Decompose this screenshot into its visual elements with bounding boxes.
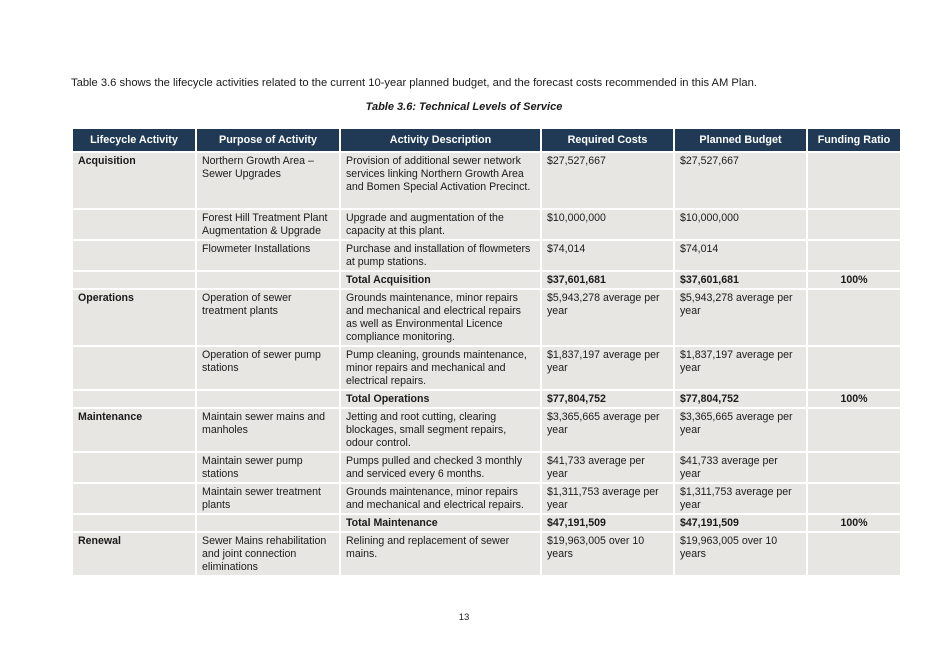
total-label-cell: Total Maintenance: [340, 514, 541, 532]
total-label-cell: Total Operations: [340, 390, 541, 408]
table-caption: Table 3.6: Technical Levels of Service: [365, 101, 563, 113]
purpose-cell: [196, 514, 340, 532]
lifecycle-cell: Acquisition: [72, 152, 196, 209]
header-lifecycle-activity: Lifecycle Activity: [72, 128, 196, 152]
total-required-cost-cell: $77,804,752: [541, 390, 674, 408]
lifecycle-cell: Renewal: [72, 532, 196, 576]
table-row: [72, 240, 901, 271]
description-cell: Grounds maintenance, minor repairs and mechanical and electrical repairs as well as Environmental Licence compliance monitoring.: [340, 289, 541, 346]
total-planned-budget-cell: $47,191,509: [674, 514, 807, 532]
header-planned-budget: Planned Budget: [674, 128, 807, 152]
planned-budget-cell: $41,733 average per year: [674, 452, 807, 483]
purpose-cell: [196, 390, 340, 408]
table-row-total: [72, 514, 901, 532]
purpose-cell: [196, 271, 340, 289]
table-row: [72, 209, 901, 240]
lifecycle-cell: [72, 483, 196, 514]
required-cost-cell: $10,000,000: [541, 209, 674, 240]
total-required-cost-cell: $47,191,509: [541, 514, 674, 532]
funding-ratio-cell: [807, 532, 901, 576]
purpose-cell: Northern Growth Area – Sewer Upgrades: [196, 152, 340, 209]
table-row-total: [72, 271, 901, 289]
description-cell: Relining and replacement of sewer mains.: [340, 532, 541, 576]
purpose-cell: Flowmeter Installations: [196, 240, 340, 271]
purpose-cell: Sewer Mains rehabilitation and joint connection eliminations: [196, 532, 340, 576]
lifecycle-cell: [72, 452, 196, 483]
planned-budget-cell: $5,943,278 average per year: [674, 289, 807, 346]
purpose-cell: Operation of sewer pump stations: [196, 346, 340, 390]
required-cost-cell: $5,943,278 average per year: [541, 289, 674, 346]
header-required-costs: Required Costs: [541, 128, 674, 152]
description-cell: Purchase and installation of flowmeters at pump stations.: [340, 240, 541, 271]
funding-ratio-cell: [807, 209, 901, 240]
table-row: [72, 532, 901, 576]
purpose-cell: Maintain sewer treatment plants: [196, 483, 340, 514]
planned-budget-cell: $74,014: [674, 240, 807, 271]
total-planned-budget-cell: $77,804,752: [674, 390, 807, 408]
funding-ratio-cell: [807, 483, 901, 514]
required-cost-cell: $1,837,197 average per year: [541, 346, 674, 390]
table-row-total: [72, 390, 901, 408]
description-cell: Upgrade and augmentation of the capacity at this plant.: [340, 209, 541, 240]
description-cell: Pump cleaning, grounds maintenance, minor repairs and mechanical and electrical repairs.: [340, 346, 541, 390]
lifecycle-cell: [72, 514, 196, 532]
required-cost-cell: $41,733 average per year: [541, 452, 674, 483]
lifecycle-cell: Operations: [72, 289, 196, 346]
funding-ratio-cell: 100%: [807, 390, 901, 408]
header-funding-ratio: Funding Ratio: [807, 128, 901, 152]
table-row: [72, 452, 901, 483]
funding-ratio-cell: [807, 152, 901, 209]
total-planned-budget-cell: $37,601,681: [674, 271, 807, 289]
purpose-cell: Forest Hill Treatment Plant Augmentation & Upgrade: [196, 209, 340, 240]
funding-ratio-cell: [807, 346, 901, 390]
required-cost-cell: $1,311,753 average per year: [541, 483, 674, 514]
description-cell: Provision of additional sewer network services linking Northern Growth Area and Bomen Special Activation Precinct.: [340, 152, 541, 209]
planned-budget-cell: $10,000,000: [674, 209, 807, 240]
planned-budget-cell: $27,527,667: [674, 152, 807, 209]
table-row: [72, 408, 901, 452]
description-cell: Grounds maintenance, minor repairs and mechanical and electrical repairs.: [340, 483, 541, 514]
funding-ratio-cell: [807, 289, 901, 346]
planned-budget-cell: $1,837,197 average per year: [674, 346, 807, 390]
purpose-cell: Operation of sewer treatment plants: [196, 289, 340, 346]
table-row: [72, 152, 901, 209]
table-row: [72, 346, 901, 390]
lifecycle-cell: Maintenance: [72, 408, 196, 452]
required-cost-cell: $74,014: [541, 240, 674, 271]
description-cell: Jetting and root cutting, clearing blockages, small segment repairs, odour control.: [340, 408, 541, 452]
header-description: Activity Description: [340, 128, 541, 152]
funding-ratio-cell: 100%: [807, 514, 901, 532]
lifecycle-cell: [72, 346, 196, 390]
funding-ratio-cell: [807, 408, 901, 452]
header-purpose: Purpose of Activity: [196, 128, 340, 152]
total-required-cost-cell: $37,601,681: [541, 271, 674, 289]
table-header-row: [72, 128, 901, 152]
table-row: [72, 483, 901, 514]
lifecycle-cell: [72, 390, 196, 408]
required-cost-cell: $19,963,005 over 10 years: [541, 532, 674, 576]
lifecycle-table: [71, 127, 902, 577]
planned-budget-cell: $19,963,005 over 10 years: [674, 532, 807, 576]
table-row: [72, 289, 901, 346]
page-number: 13: [458, 612, 470, 623]
description-cell: Pumps pulled and checked 3 monthly and serviced every 6 months.: [340, 452, 541, 483]
purpose-cell: Maintain sewer mains and manholes: [196, 408, 340, 452]
intro-paragraph: Table 3.6 shows the lifecycle activities related to the current 10-year planned budget, and the forecast costs recommended in this AM Plan.: [71, 77, 757, 89]
required-cost-cell: $27,527,667: [541, 152, 674, 209]
planned-budget-cell: $3,365,665 average per year: [674, 408, 807, 452]
purpose-cell: Maintain sewer pump stations: [196, 452, 340, 483]
funding-ratio-cell: [807, 452, 901, 483]
lifecycle-cell: [72, 271, 196, 289]
required-cost-cell: $3,365,665 average per year: [541, 408, 674, 452]
total-label-cell: Total Acquisition: [340, 271, 541, 289]
lifecycle-cell: [72, 209, 196, 240]
funding-ratio-cell: 100%: [807, 271, 901, 289]
planned-budget-cell: $1,311,753 average per year: [674, 483, 807, 514]
funding-ratio-cell: [807, 240, 901, 271]
lifecycle-cell: [72, 240, 196, 271]
